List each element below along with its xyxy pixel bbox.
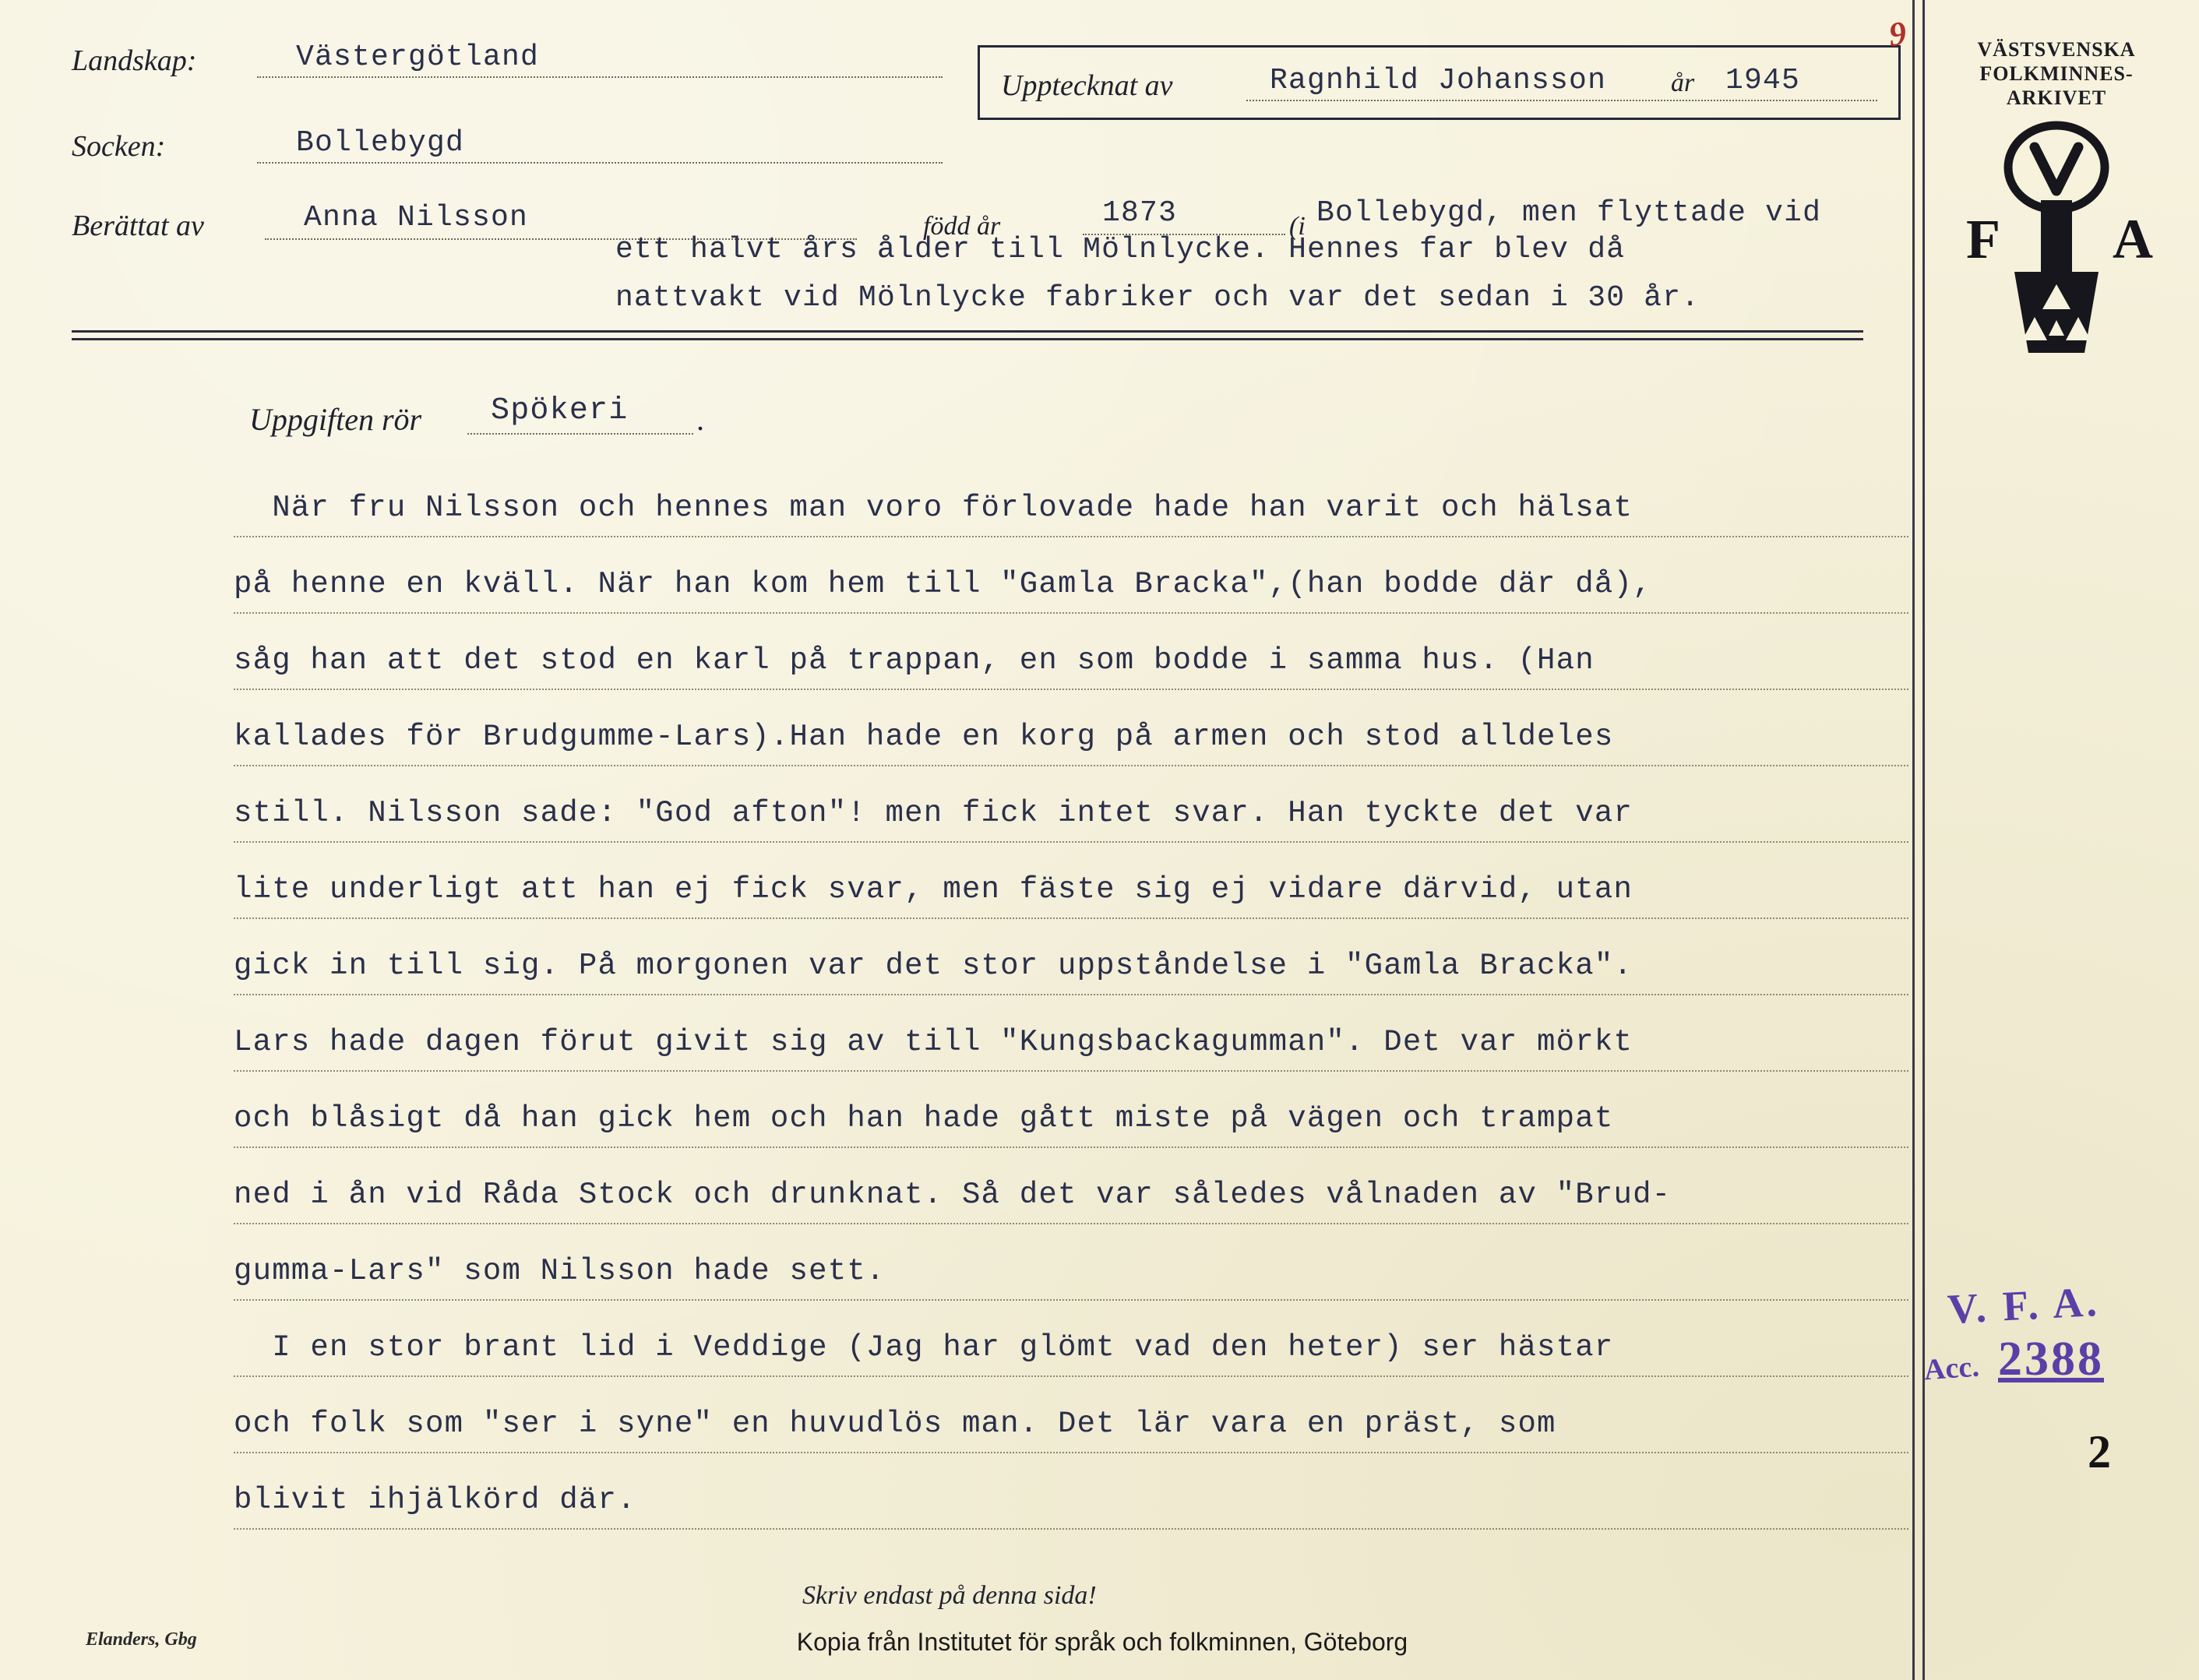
body-ruled-line (234, 1299, 1908, 1301)
ar-value: 1945 (1725, 64, 1801, 97)
right-margin-rule-2 (1922, 0, 1925, 1680)
accession-number: 2388 (1998, 1333, 2104, 1386)
uppgiften-ror-label: Uppgiften rör (249, 402, 422, 437)
header-continuation-line-3: nattvakt vid Mölnlycke fabriker och var det sedan i 30 år. (615, 281, 1700, 315)
archive-logo-text (1947, 37, 2166, 110)
body-text-line: och blåsigt då han gick hem och han hade gått miste på vägen och trampat (234, 1101, 1614, 1136)
header-continuation-line-2: ett halvt års ålder till Mölnlycke. Hennes far blev då (615, 233, 1626, 266)
body-text-line: När fru Nilsson och hennes man voro förlovade hade han varit och hälsat (234, 491, 1633, 525)
header-rule-bottom (72, 338, 1863, 340)
body-text-line: gick in till sig. På morgonen var det stor uppståndelse i "Gamla Bracka". (234, 949, 1633, 983)
body-text-line: gumma-Lars" som Nilsson hade sett. (234, 1254, 886, 1288)
body-text-line: lite underligt att han ej fick svar, men fäste sig ej vidare därvid, utan (234, 872, 1633, 907)
body-ruled-line (234, 536, 1908, 537)
body-ruled-line (234, 1223, 1908, 1224)
right-margin-rule-1 (1912, 0, 1915, 1680)
landskap-label: Landskap: (72, 44, 197, 77)
body-ruled-line (234, 612, 1908, 614)
accession-label: Acc. (1922, 1350, 1981, 1387)
body-text-line: och folk som "ser i syne" en huvudlös man. Det lär vara en präst, som (234, 1407, 1556, 1441)
copy-credit: Kopia från Institutet för språk och folkminnen, Göteborg (796, 1628, 1408, 1656)
ar-label: år (1671, 69, 1695, 97)
socken-underline (257, 162, 943, 164)
body-text-line: still. Nilsson sade: "God afton"! men fick intet svar. Han tyckte det var (234, 796, 1633, 830)
body-text-line: Lars hade dagen förut givit sig av till "Kungsbackagumman". Det var mörkt (234, 1025, 1633, 1059)
body-ruled-line (234, 765, 1908, 766)
socken-label: Socken: (72, 130, 166, 163)
landskap-underline (257, 76, 943, 78)
fodd-ar-value: 1873 (1102, 196, 1178, 230)
uppgiften-ror-underline (467, 433, 693, 435)
socken-value: Bollebygd (296, 126, 465, 160)
upptecknat-av-value: Ragnhild Johansson (1270, 64, 1607, 97)
body-ruled-line (234, 994, 1908, 995)
svg-text:F: F (1966, 208, 2000, 270)
archive-logo-line-1: VÄSTSVENSKA (1977, 38, 2136, 61)
body-ruled-line (234, 917, 1908, 919)
thor-hammer-icon (1947, 119, 2166, 376)
body-ruled-line (234, 1452, 1908, 1453)
body-ruled-line (234, 689, 1908, 690)
body-text-line: I en stor brant lid i Veddige (Jag har glömt vad den heter) ser hästar (234, 1330, 1614, 1365)
svg-text:A: A (2113, 208, 2153, 270)
body-ruled-line (234, 841, 1908, 843)
upptecknat-av-label: Upptecknat av (1001, 69, 1173, 102)
body-text-line: kallades för Brudgumme-Lars).Han hade en korg på armen och stod alldeles (234, 720, 1614, 754)
archive-logo-line-3: ARKIVET (2006, 86, 2107, 109)
body-text-line: på henne en kväll. När han kom hem till "Gamla Bracka",(han bodde där då), (234, 567, 1652, 601)
page-number-bottom: 2 (2088, 1426, 2111, 1477)
body-text-line: blivit ihjälkörd där. (234, 1483, 636, 1517)
uppgiften-ror-trailing: . (697, 402, 705, 437)
body-ruled-line (234, 1146, 1908, 1148)
uppgiften-ror-value: Spökeri (491, 393, 629, 428)
berattat-av-value: Anna Nilsson (304, 201, 529, 234)
body-text-line: såg han att det stod en karl på trappan, en som bodde i samma hus. (Han (234, 643, 1595, 678)
body-text-line: ned i ån vid Råda Stock och drunknat. Så det var således vålnaden av "Brud- (234, 1178, 1672, 1212)
berattat-av-label: Berättat av (72, 210, 204, 242)
archive-logo (1947, 37, 2166, 376)
header-rule-top (72, 330, 1863, 333)
body-ruled-line (234, 1070, 1908, 1072)
header-continuation-block (615, 226, 1700, 322)
write-one-side-note: Skriv endast på denna sida! (802, 1581, 1097, 1610)
body-ruled-line (234, 1528, 1908, 1530)
page-number-red: 9 (1887, 13, 1908, 55)
archive-logo-line-2: FOLKMINNES- (1979, 62, 2134, 85)
fodd-ar-label: född år (923, 212, 1001, 241)
archive-stamp-vfa: V. F. A. (1946, 1277, 2102, 1333)
landskap-value: Västergötland (296, 41, 540, 74)
printer-imprint: Elanders, Gbg (86, 1629, 197, 1650)
header-continuation-line-1: Bollebygd, men flyttade vid (1316, 196, 1822, 230)
upptecknat-underline (1246, 100, 1877, 101)
body-ruled-line (234, 1375, 1908, 1377)
fodd-i-label: (i (1289, 212, 1306, 241)
